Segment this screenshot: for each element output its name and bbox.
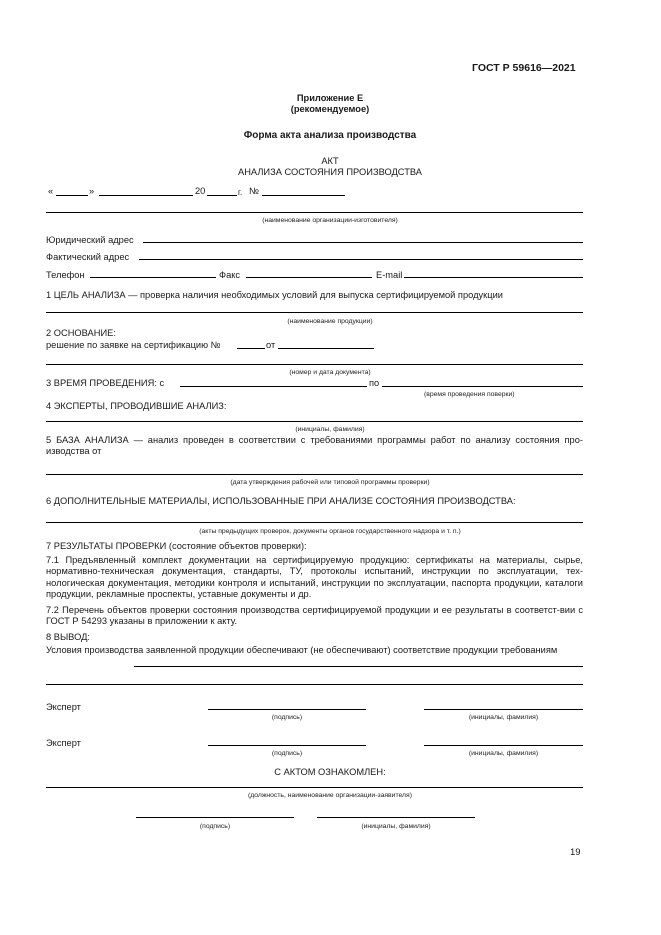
signature-caption-1: (подпись): [271, 714, 303, 721]
actual-address-field[interactable]: [139, 259, 583, 260]
program-date-caption: (дата утверждения рабочей или типовой программы проверки): [230, 479, 430, 486]
expert-label-2: Эксперт: [46, 738, 81, 748]
initials-caption-3: (инициалы, фамилия): [361, 823, 431, 830]
conclusion-text: Условия производства заявленной продукции обеспечивают (не обеспечивают) соответствие продукции требованиям: [46, 645, 558, 655]
time-to-label: по: [369, 378, 380, 388]
time-to-field[interactable]: [382, 386, 583, 387]
position-caption: (должность, наименование организации-заявителя): [248, 792, 412, 799]
section-8-conclusion: 8 ВЫВОД:: [46, 632, 90, 642]
organization-caption: (наименование организации-изготовителя): [262, 217, 398, 224]
organization-field[interactable]: [46, 212, 583, 213]
section-3-time: 3 ВРЕМЯ ПРОВЕДЕНИЯ: с: [46, 378, 165, 388]
product-name-caption: (наименование продукции): [287, 318, 373, 325]
section-5-basis: 5 БАЗА АНАЛИЗА — анализ проведен в соответствии с требованиями программы работ по анализу состояния про-изводства от: [46, 435, 583, 457]
application-decision-label: решение по заявке на сертификацию №: [46, 340, 221, 350]
day-field[interactable]: [56, 195, 88, 196]
conclusion-field[interactable]: [46, 684, 583, 685]
year-label: 20: [195, 186, 206, 196]
application-from-label: от: [266, 340, 276, 350]
requirements-field[interactable]: [134, 666, 583, 667]
expert-2-initials-field[interactable]: [424, 745, 583, 746]
application-date-field[interactable]: [278, 348, 374, 349]
annex-status: (рекомендуемое): [290, 104, 370, 114]
initials-caption-1: (инициалы, фамилия): [468, 714, 539, 721]
phone-field[interactable]: [90, 277, 216, 278]
act-number-field[interactable]: [262, 195, 345, 196]
section-4-experts: 4 ЭКСПЕРТЫ, ПРОВОДИВШИЕ АНАЛИЗ:: [46, 401, 227, 411]
expert-2-signature-field[interactable]: [208, 745, 366, 746]
section-7-1-text: 7.1 Предъявленный комплект документации на сертифицируемую продукцию: сертификаты на материалы, сырье, нормативно-техническая документация, стандарты, ТУ, протоколы испытаний, инструкции по эксплуатации, тех-нологическая документация, методики контроля и испытаний, инструкции по эксплуатации, паспорта продукции, каталоги продукции, рекламные проспекты, уставные документы и др.: [46, 555, 583, 599]
year-suffix: г.: [238, 188, 243, 197]
fax-field[interactable]: [246, 277, 372, 278]
actual-address-label: Фактический адрес: [46, 252, 130, 262]
section-6-materials: 6 ДОПОЛНИТЕЛЬНЫЕ МАТЕРИАЛЫ, ИСПОЛЬЗОВАННЫЕ ПРИ АНАЛИЗЕ СОСТОЯНИЯ ПРОИЗВОДСТВА:: [46, 496, 516, 506]
applicant-position-field[interactable]: [46, 787, 583, 788]
experts-caption: (инициалы, фамилия): [295, 426, 365, 433]
section-2-basis: 2 ОСНОВАНИЕ:: [46, 328, 116, 338]
section-1-purpose: 1 ЦЕЛЬ АНАЛИЗА — проверка наличия необходимых условий для выпуска сертифицируемой продукции: [46, 290, 503, 300]
month-field[interactable]: [99, 195, 193, 196]
expert-1-initials-field[interactable]: [424, 709, 583, 710]
legal-address-field[interactable]: [143, 242, 583, 243]
date-open-quote: «: [48, 186, 54, 196]
standard-number: ГОСТ Р 59616—2021: [472, 62, 576, 74]
application-number-field[interactable]: [237, 348, 265, 349]
program-date-field[interactable]: [46, 474, 583, 475]
annex-title: Приложение Е: [296, 93, 364, 103]
experts-field[interactable]: [46, 421, 583, 422]
initials-caption-2: (инициалы, фамилия): [468, 750, 539, 757]
date-close-quote: »: [89, 186, 95, 196]
expert-label-1: Эксперт: [46, 702, 81, 712]
signature-caption-3: (подпись): [199, 823, 231, 830]
document-caption: (номер и дата документа): [289, 369, 371, 376]
materials-caption: (акты предыдущих проверок, документы органов государственного надзора и т. п.): [199, 528, 461, 535]
materials-field[interactable]: [46, 522, 583, 523]
applicant-signature-field[interactable]: [136, 817, 294, 818]
year-field[interactable]: [207, 195, 237, 196]
acquainted-heading: С АКТОМ ОЗНАКОМЛЕН:: [274, 767, 386, 777]
act-subtitle: АНАЛИЗА СОСТОЯНИЯ ПРОИЗВОДСТВА: [238, 167, 422, 177]
fax-label: Факс: [219, 270, 241, 280]
email-label: E-mail: [376, 270, 403, 280]
legal-address-label: Юридический адрес: [46, 235, 134, 245]
section-7-results: 7 РЕЗУЛЬТАТЫ ПРОВЕРКИ (состояние объектов проверки):: [46, 541, 307, 551]
signature-caption-2: (подпись): [271, 750, 303, 757]
form-title: Форма акта анализа производства: [243, 130, 417, 141]
product-name-field[interactable]: [46, 312, 583, 313]
page-number: 19: [570, 847, 581, 858]
expert-1-signature-field[interactable]: [208, 709, 366, 710]
applicant-initials-field[interactable]: [317, 817, 475, 818]
email-field[interactable]: [404, 277, 583, 278]
time-from-field[interactable]: [180, 386, 367, 387]
document-field[interactable]: [46, 364, 583, 365]
phone-label: Телефон: [46, 270, 85, 280]
section-7-2-text: 7.2 Перечень объектов проверки состояния производства сертифицируемой продукции и ее результаты в соответст-вии с ГОСТ Р 54293 указаны в приложении к акту.: [46, 605, 583, 627]
act-title: АКТ: [321, 156, 339, 166]
time-caption: (время проведения поверки): [424, 391, 515, 398]
number-label: №: [249, 186, 259, 196]
